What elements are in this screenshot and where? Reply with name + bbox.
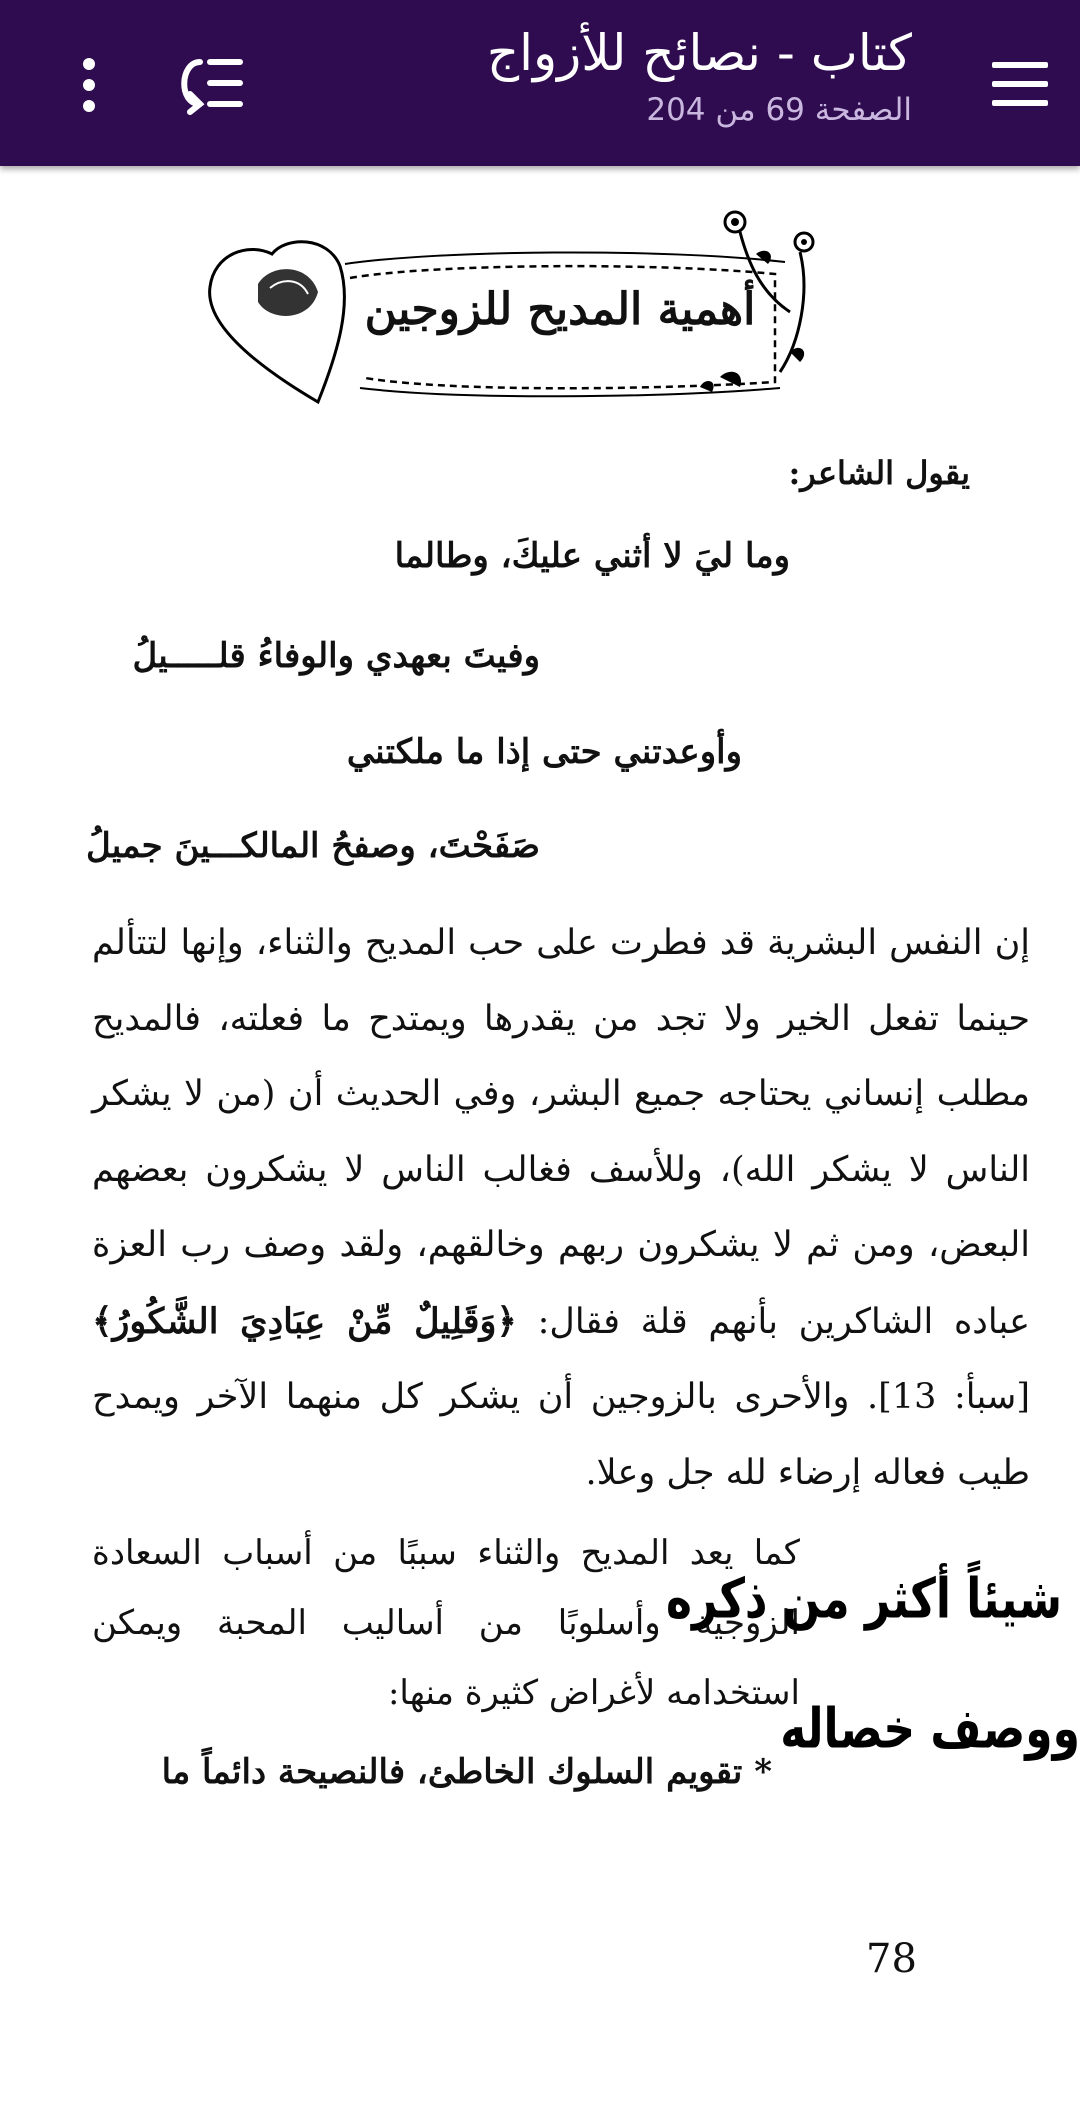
page-number: 78: [866, 1936, 917, 1982]
toc-icon[interactable]: [168, 48, 258, 118]
title-block: [312, 20, 912, 132]
quran-quote: ﴿وَقَلِيلٌ مِّنْ عِبَادِيَ الشَّكُورُ﴾: [92, 1300, 517, 1342]
body-paragraph: [92, 906, 1030, 1511]
book-title: كتاب - نصائح للأزواج: [486, 24, 912, 82]
menu-icon[interactable]: [976, 48, 1056, 120]
poem-line: وفيتَ بعهدي والوفاءُ قلـــــيلُ: [132, 636, 540, 676]
poem-line: وأوعدتني حتى إذا ما ملكتني: [346, 732, 742, 772]
app-bar: [0, 0, 1080, 166]
body-paragraph: كما يعد المديح والثناء سببًا من أسباب السعادة الزوجية وأسلوبًا من أساليب المحبة ويمكن استخدامه لأغراض كثيرة منها:: [92, 1533, 800, 1713]
poem-line: صَفَحْتَ، وصفحُ المالكـــينَ جميلُ: [86, 826, 540, 866]
poem-intro: يقول الشاعر:: [788, 454, 970, 492]
paragraph-text: إن النفس البشرية قد فطرت على حب المديح والثناء، وإنها لتتألم حينما تفعل الخير ولا تجد من يقدرها ويمتدح ما فعلته، فالمديح مطلب إنساني يحتاجه جميع البشر، وفي الحديث أن (من لا يشكر الناس لا يشكر الله)، وللأسف فغالب الناس لا يشكرون بعضهم البعض، ومن ثم لا يشكرون ربهم وخالقهم، ولقد وصف رب العزة عباده الشاكرين بأنهم قلة فقال:: [92, 923, 1030, 1342]
margin-note: ووصف خصاله: [780, 1697, 1080, 1762]
chapter-title: أهمية المديح للزوجين: [364, 284, 756, 335]
list-item: * تقويم السلوك الخاطئ، فالنصيحة دائماً ما: [161, 1752, 772, 1792]
page-indicator: الصفحة 69 من 204: [646, 92, 912, 128]
paragraph-text: [سبأ: 13]. والأحرى بالزوجين أن يشكر كل منهما الآخر ويمدح طيب فعاله إرضاء لله جل وعلا.: [92, 1377, 1030, 1493]
poem-line: وما ليَ لا أثني عليكَ، وطالما: [394, 536, 790, 576]
book-page[interactable]: [0, 166, 1080, 2106]
more-vert-icon[interactable]: [62, 50, 116, 120]
margin-note: شيئاً أكثر من ذكره: [665, 1567, 1062, 1632]
